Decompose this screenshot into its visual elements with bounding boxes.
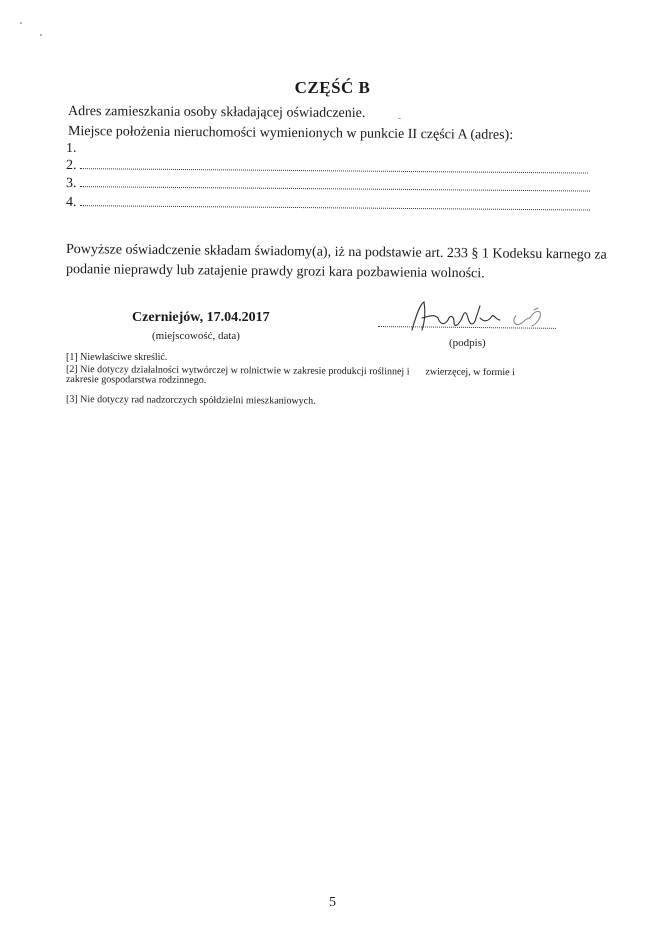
- scan-speck: [20, 22, 22, 24]
- handwritten-signature: [404, 296, 554, 336]
- fill-in-dotted-line: [79, 195, 589, 210]
- scan-speck: [40, 34, 42, 36]
- scan-speck: [398, 118, 401, 119]
- declaration-line-1: Powyższe oświadczenie składam świadomy(a), iż na podstawie art. 233 § 1 Kodeksu karnego za: [65, 242, 607, 263]
- declaration-line-2: podanie nieprawdy lub zatajenie prawdy grozi kara pozbawienia wolności.: [65, 262, 485, 282]
- item-number: 4.: [65, 195, 77, 211]
- property-item-1: [66, 141, 77, 157]
- place-and-date: Czerniejów, 17.04.2017: [132, 310, 270, 325]
- section-title: CZĘŚĆ B: [294, 78, 371, 97]
- footnote-2-text-b: zwierzęcej, w formie i: [425, 366, 515, 379]
- item-number: 3.: [65, 176, 77, 192]
- property-item-4: [66, 195, 590, 216]
- page-number: 5: [329, 895, 336, 910]
- footnote-3: [3] Nie dotyczy rad nadzorczych spółdzielni mieszkaniowych.: [65, 394, 316, 407]
- item-number: 1.: [66, 141, 77, 156]
- property-location-label: Miejsce położenia nieruchomości wymienionych w punkcie II części A (adres):: [67, 124, 514, 143]
- property-item-3: [66, 176, 590, 197]
- footnote-2-text-a: [2] Nie dotyczy działalności wytwórczej w rolnictwie w zakresie produkcji roślinnej i: [65, 364, 410, 378]
- item-number: 2.: [65, 158, 77, 174]
- property-item-2: [66, 158, 588, 179]
- footnote-2-line-2: zakresie gospodarstwa rodzinnego.: [65, 374, 207, 386]
- fill-in-dotted-line: [79, 158, 587, 173]
- address-label: Adres zamieszkania osoby składającej oświadczenie.: [67, 104, 366, 122]
- signature-caption: (podpis): [449, 337, 486, 349]
- place-date-caption: (miejscowość, data): [152, 330, 240, 342]
- footnote-1: [1] Niewłaściwe skreślić.: [66, 352, 168, 363]
- fill-in-dotted-line: [79, 176, 589, 191]
